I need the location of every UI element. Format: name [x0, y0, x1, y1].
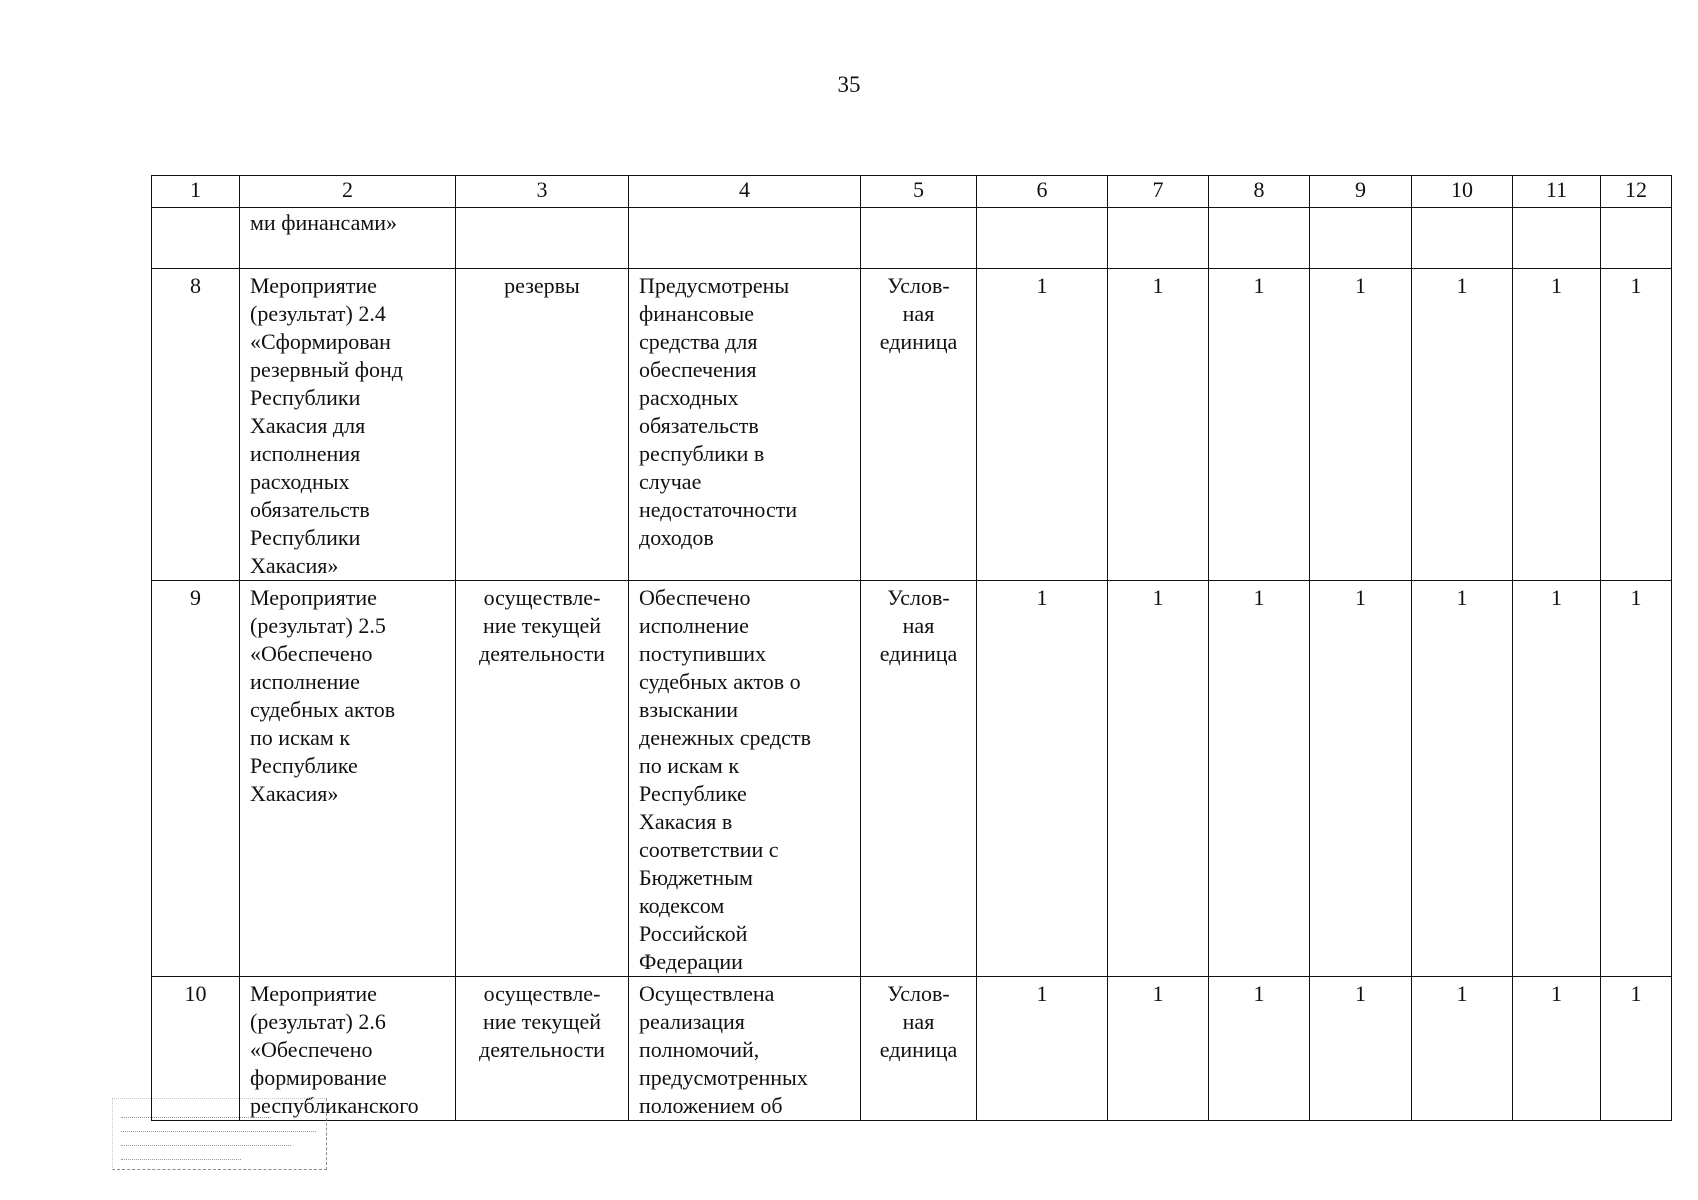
header-cell: 12 [1601, 176, 1672, 208]
value-cell: 1 [1412, 581, 1513, 977]
value-cell: 1 [1310, 581, 1412, 977]
measure-unit: Услов- ная единица [861, 977, 977, 1121]
measure-result: Обеспечено исполнение поступивших судебных актов о взыскании денежных средств по искам к Республике Хакасия в соответствии с Бюджетным кодексом Российской Федерации [629, 581, 861, 977]
value-cell: 1 [977, 581, 1108, 977]
value-cell: 1 [1513, 269, 1601, 581]
header-cell: 11 [1513, 176, 1601, 208]
row-number: 10 [152, 977, 240, 1121]
table-row [152, 581, 1672, 977]
empty-cell [861, 208, 977, 269]
value-cell: 1 [1310, 269, 1412, 581]
row-number: 8 [152, 269, 240, 581]
header-cell: 6 [977, 176, 1108, 208]
header-cell: 3 [456, 176, 629, 208]
value-cell: 1 [977, 269, 1108, 581]
stamp-line [121, 1145, 291, 1148]
measure-unit: Услов- ная единица [861, 269, 977, 581]
empty-cell [1108, 208, 1209, 269]
header-cell: 5 [861, 176, 977, 208]
value-cell: 1 [1310, 977, 1412, 1121]
value-cell: 1 [977, 977, 1108, 1121]
column-number-header-row [152, 176, 1672, 208]
measure-result: Осуществлена реализация полномочий, предусмотренных положением об [629, 977, 861, 1121]
measure-name: Мероприятие (результат) 2.4 «Сформирован резервный фонд Республики Хакасия для исполнения расходных обязательств Республики Хакасия» [240, 269, 456, 581]
empty-cell [1601, 208, 1672, 269]
table-row [152, 269, 1672, 581]
measure-unit: Услов- ная единица [861, 581, 977, 977]
measure-type: осуществле- ние текущей деятельности [456, 977, 629, 1121]
value-cell: 1 [1108, 977, 1209, 1121]
header-cell: 1 [152, 176, 240, 208]
value-cell: 1 [1601, 977, 1672, 1121]
header-cell: 10 [1412, 176, 1513, 208]
value-cell: 1 [1209, 581, 1310, 977]
value-cell: 1 [1412, 269, 1513, 581]
value-cell: 1 [1108, 269, 1209, 581]
stamp-line [121, 1117, 271, 1120]
header-cell: 9 [1310, 176, 1412, 208]
stamp-line [121, 1159, 241, 1162]
page-number: 35 [837, 72, 861, 97]
header-cell: 8 [1209, 176, 1310, 208]
header-cell: 2 [240, 176, 456, 208]
empty-cell [1412, 208, 1513, 269]
empty-cell [629, 208, 861, 269]
value-cell: 1 [1601, 269, 1672, 581]
empty-cell [456, 208, 629, 269]
empty-cell [1209, 208, 1310, 269]
empty-cell [152, 208, 240, 269]
faded-stamp [112, 1098, 327, 1170]
continuation-text: ми финансами» [240, 208, 456, 269]
header-cell: 4 [629, 176, 861, 208]
value-cell: 1 [1209, 269, 1310, 581]
value-cell: 1 [1412, 977, 1513, 1121]
indicators-table [151, 175, 1672, 1121]
measure-name: Мероприятие (результат) 2.6 «Обеспечено формирование республиканского [240, 977, 456, 1121]
measure-type: резервы [456, 269, 629, 581]
stamp-line [121, 1131, 316, 1134]
measure-result: Предусмотрены финансовые средства для обеспечения расходных обязательств республики в случае недостаточности доходов [629, 269, 861, 581]
table-row [152, 977, 1672, 1121]
value-cell: 1 [1513, 977, 1601, 1121]
measure-name: Мероприятие (результат) 2.5 «Обеспечено исполнение судебных актов по искам к Республике Хакасия» [240, 581, 456, 977]
value-cell: 1 [1513, 581, 1601, 977]
empty-cell [1513, 208, 1601, 269]
empty-cell [1310, 208, 1412, 269]
value-cell: 1 [1108, 581, 1209, 977]
measure-type: осуществле- ние текущей деятельности [456, 581, 629, 977]
row-number: 9 [152, 581, 240, 977]
continuation-row [152, 208, 1672, 269]
header-cell: 7 [1108, 176, 1209, 208]
value-cell: 1 [1209, 977, 1310, 1121]
empty-cell [977, 208, 1108, 269]
value-cell: 1 [1601, 581, 1672, 977]
